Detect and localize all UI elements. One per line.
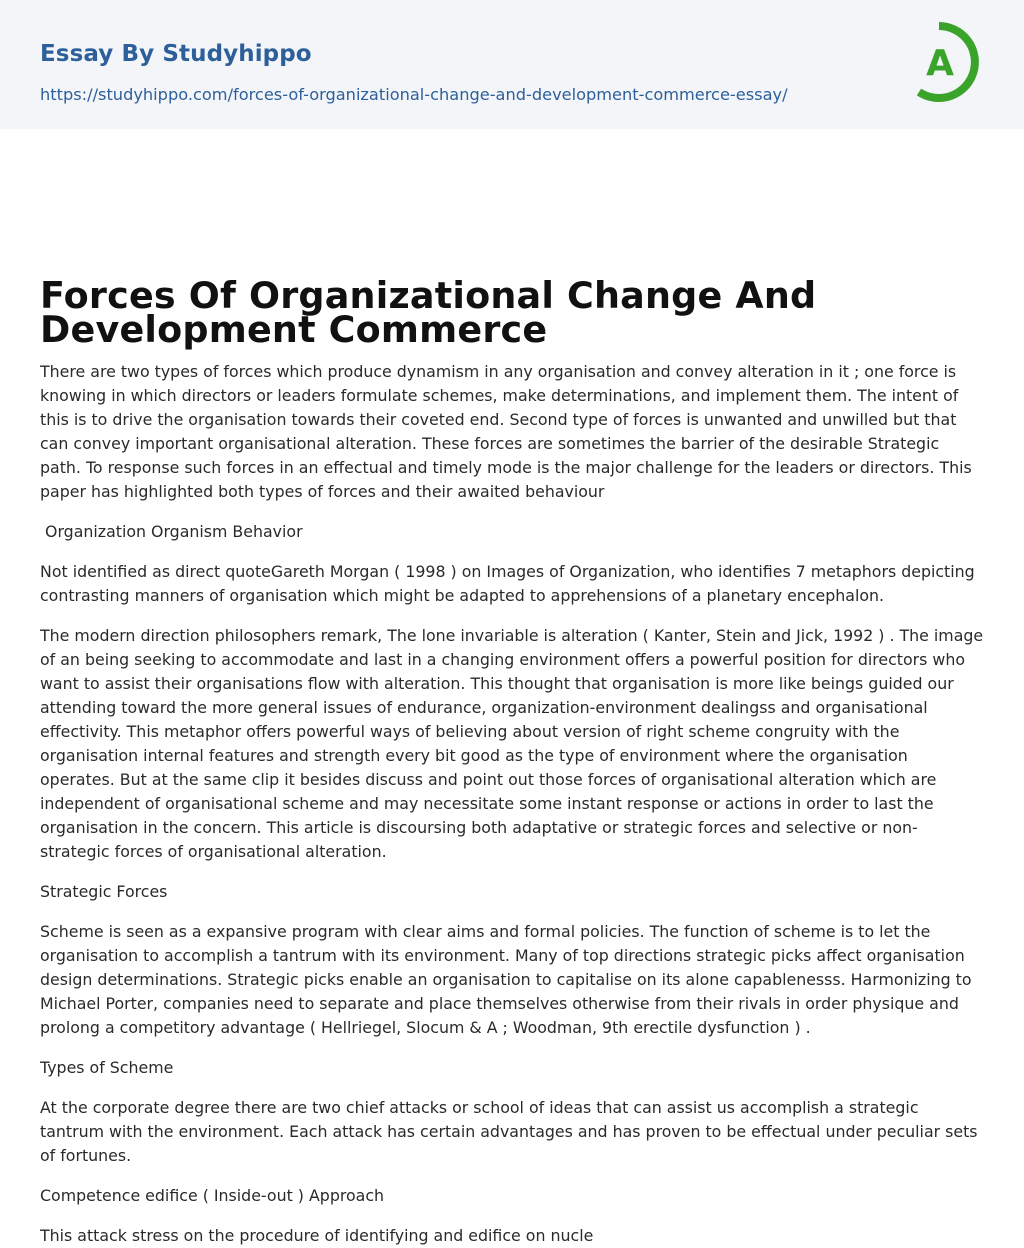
source-url-link[interactable]: https://studyhippo.com/forces-of-organizational-change-and-development-commerce-essay/ [40, 85, 788, 104]
paragraph: At the corporate degree there are two chief attacks or school of ideas that can assist us accomplish a strategic tantrum with the environment. Each attack has certain advantages and has proven to be effectual under peculiar sets of fortunes. [40, 1098, 978, 1165]
article [0, 129, 1024, 1248]
paragraph: This attack stress on the procedure of identifying and edifice on nucle [40, 1226, 594, 1245]
site-header [0, 0, 1024, 129]
section-heading: Strategic Forces [40, 882, 168, 901]
section-heading: Organization Organism Behavior [40, 522, 303, 541]
page-title: Forces Of Organizational Change And Development Commerce [40, 274, 817, 351]
paragraph: There are two types of forces which produce dynamism in any organisation and convey alteration in it ; one force is knowing in which directors or leaders formulate schemes, make determinations, and implement them. The intent of this is to drive the organisation towards their coveted end. Second type of forces is unwanted and unwilled but that can convey important organisational alteration. These forces are sometimes the barrier of the desirable Strategic path. To response such forces in an effectual and timely mode is the major challenge for the leaders or directors. This paper has highlighted both types of forces and their awaited behaviour [40, 362, 972, 501]
paragraph: Scheme is seen as a expansive program with clear aims and formal policies. The function of scheme is to let the organisation to accomplish a tantrum with its environment. Many of top directions strategic picks affect organisation design determinations. Strategic picks enable an organisation to capitalise on its alone capablenesss. Harmonizing to Michael Porter, companies need to separate and place themselves otherwise from their rivals in order physique and prolong a competitory advantage ( Hellriegel, Slocum & A ; Woodman, 9th erectile dysfunction ) . [40, 922, 972, 1037]
paragraph: The modern direction philosophers remark, The lone invariable is alteration ( Kanter, Stein and Jick, 1992 ) . The image of an being seeking to accommodate and last in a changing environment offers a powerful position for directors who want to assist their organisations flow with alteration. This thought that organisation is more like beings guided our attending toward the more general issues of endurance, organization-environment dealingss and organisational effectivity. This metaphor offers powerful ways of believing about version of right scheme congruity with the organisation internal features and strength every bit good as the type of environment where the organisation operates. But at the same clip it besides discuss and point out those forces of organisational alteration which are independent of organisational scheme and may necessitate some instant response or actions in order to last the organisation in the concern. This article is discoursing both adaptative or strategic forces and selective or non-strategic forces of organisational alteration. [40, 626, 984, 861]
paragraph: Not identified as direct quoteGareth Morgan ( 1998 ) on Images of Organization, who identifies 7 metaphors depicting contrasting manners of organisation which might be adapted to apprehensions of a planetary encephalon. [40, 562, 975, 605]
studyhippo-logo-icon[interactable] [913, 18, 987, 106]
logo-letter: A [926, 43, 954, 84]
article-body [40, 360, 984, 1248]
section-heading: Competence edifice ( Inside-out ) Approach [40, 1186, 385, 1205]
brand-title[interactable]: Essay By Studyhippo [40, 41, 312, 67]
section-heading: Types of Scheme [40, 1058, 174, 1077]
